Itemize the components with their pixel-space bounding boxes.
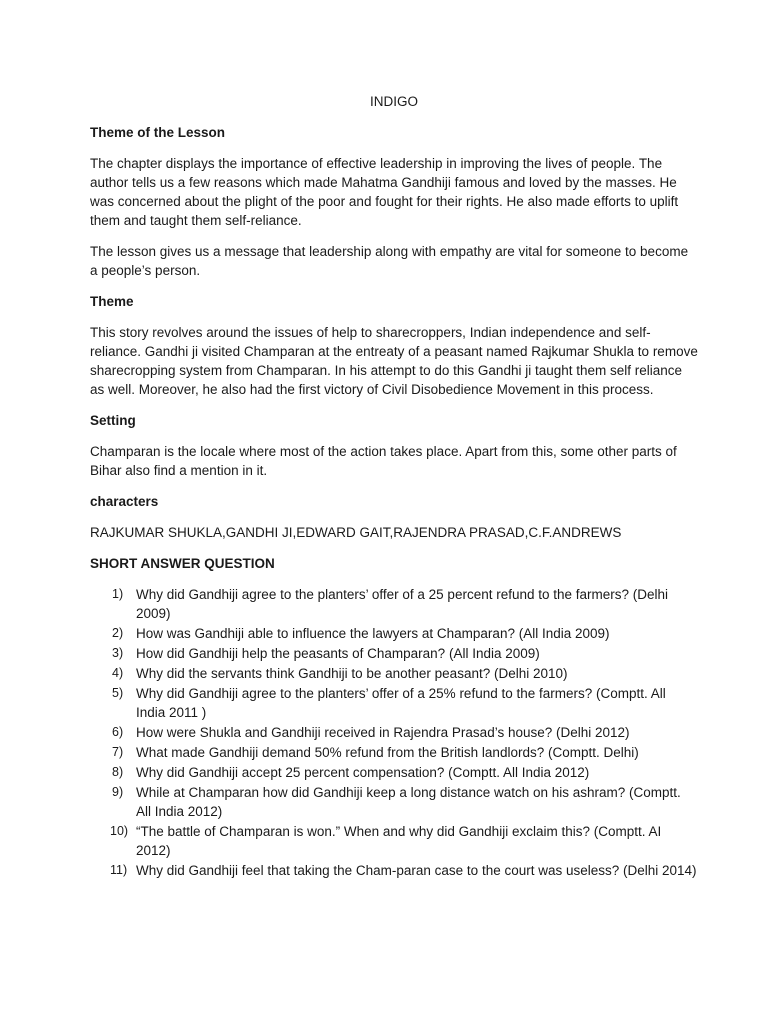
section-setting — [90, 411, 698, 480]
question-number: 1) — [112, 587, 124, 601]
question-item — [90, 664, 698, 683]
question-number: 6) — [112, 725, 124, 739]
question-item — [90, 822, 698, 860]
question-text: Why did the servants think Gandhiji to be another peasant? (Delhi 2010) — [136, 666, 568, 681]
question-number: 10) — [110, 824, 129, 838]
question-item — [90, 763, 698, 782]
paragraph: This story revolves around the issues of help to sharecroppers, Indian independence and self-reliance. Gandhi ji visited Champaran at the entreaty of a peasant named Rajkumar Shukla to remove sharecropping system from Champaran. In his attempt to do this Gandhi ji taught them self reliance as well. Moreover, he also had the first victory of Civil Disobedience Movement in this process. — [90, 325, 698, 397]
question-text: How did Gandhiji help the peasants of Champaran? (All India 2009) — [136, 646, 540, 661]
question-number: 7) — [112, 745, 124, 759]
document-title: INDIGO — [369, 94, 418, 109]
question-item — [90, 585, 698, 623]
question-number: 2) — [112, 626, 124, 640]
question-number: 5) — [112, 686, 124, 700]
question-number: 11) — [110, 863, 128, 877]
question-item — [90, 861, 698, 880]
question-text: While at Champaran how did Gandhiji keep a long distance watch on his ashram? (Comptt. All India 2012) — [136, 785, 681, 819]
section-heading: Setting — [90, 413, 136, 428]
question-text: Why did Gandhiji agree to the planters’ offer of a 25 percent refund to the farmers? (Delhi 2009) — [136, 587, 669, 621]
section-short-answer-questions — [90, 554, 698, 880]
question-item — [90, 644, 698, 663]
question-item — [90, 684, 698, 722]
questions-list — [90, 585, 698, 880]
document-page — [90, 92, 698, 881]
paragraph: The lesson gives us a message that leadership along with empathy are vital for someone to become a people’s person. — [90, 244, 689, 278]
section-theme — [90, 292, 698, 399]
question-number: 3) — [112, 646, 124, 660]
characters-list: RAJKUMAR SHUKLA,GANDHI JI,EDWARD GAIT,RAJENDRA PRASAD,C.F.ANDREWS — [90, 525, 622, 540]
question-number: 4) — [112, 666, 124, 680]
question-item — [90, 743, 698, 762]
question-text: How was Gandhiji able to influence the lawyers at Champaran? (All India 2009) — [136, 626, 610, 641]
section-theme-of-lesson — [90, 123, 698, 280]
section-heading: characters — [90, 494, 159, 509]
question-text: What made Gandhiji demand 50% refund from the British landlords? (Comptt. Delhi) — [136, 745, 639, 760]
paragraph: The chapter displays the importance of effective leadership in improving the lives of people. The author tells us a few reasons which made Mahatma Gandhiji famous and loved by the masses. He was concerned about the plight of the poor and fought for their rights. He also made efforts to uplift them and taught them self-reliance. — [90, 156, 679, 228]
question-number: 9) — [112, 785, 124, 799]
question-number: 8) — [112, 765, 124, 779]
question-text: Why did Gandhiji agree to the planters’ offer of a 25% refund to the farmers? (Comptt. All India 2011 ) — [136, 686, 666, 720]
section-heading: Theme — [90, 294, 134, 309]
section-heading: Theme of the Lesson — [90, 125, 226, 140]
question-text: Why did Gandhiji feel that taking the Cham-paran case to the court was useless? (Delhi 2014) — [136, 863, 697, 878]
question-item — [90, 723, 698, 742]
paragraph: Champaran is the locale where most of the action takes place. Apart from this, some other parts of Bihar also find a mention in it. — [90, 444, 677, 478]
question-text: “The battle of Champaran is won.” When and why did Gandhiji exclaim this? (Comptt. AI 2012) — [136, 824, 662, 858]
question-item — [90, 783, 698, 821]
question-text: How were Shukla and Gandhiji received in Rajendra Prasad’s house? (Delhi 2012) — [136, 725, 630, 740]
questions-heading: SHORT ANSWER QUESTION — [90, 556, 275, 571]
question-text: Why did Gandhiji accept 25 percent compensation? (Comptt. All India 2012) — [136, 765, 590, 780]
section-characters — [90, 492, 698, 542]
question-item — [90, 624, 698, 643]
